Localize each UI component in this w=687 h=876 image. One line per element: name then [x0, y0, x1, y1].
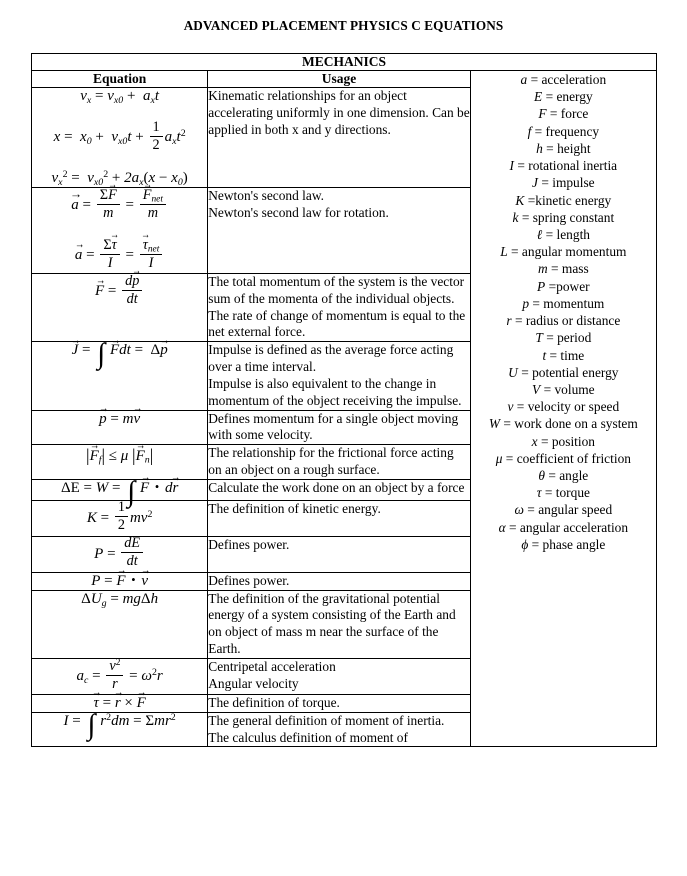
equation-cell-moment-of-inertia: [32, 708, 208, 747]
symbol-definition: = position: [540, 433, 596, 449]
usage-text: Defines power.: [208, 536, 290, 552]
equation-formula: $\Delta U_g = mg\Delta h$: [81, 590, 159, 609]
usage-cell-force-momentum-derivative: [208, 274, 470, 342]
symbol-definition: = length: [545, 226, 590, 242]
symbol-definition: = spring constant: [521, 209, 615, 225]
symbol-glyph: f: [527, 123, 532, 139]
equation-cell-kinetic-energy: [32, 500, 208, 536]
equation-formula: P = $\frac{dE}{dt}$: [32, 537, 207, 572]
symbol-glyph: L: [500, 244, 508, 260]
usage-cell-newtons-second-law: [208, 188, 470, 274]
usage-cell-power-force-velocity: [208, 572, 470, 590]
table-header-row: [32, 71, 657, 88]
usage-text: The calculus definition of moment of: [208, 729, 408, 745]
list-item: [471, 295, 656, 312]
list-item: [471, 278, 656, 295]
list-item: [471, 381, 656, 398]
symbol-glyph: θ: [538, 468, 545, 484]
equation-formula: ΔE = W = ∫ F → • dr →: [32, 480, 207, 500]
usage-text: Impulse is defined as the average force acting over a time interval.: [208, 342, 454, 375]
equation-formula: J → = ∫ F →dt = Δp →: [32, 342, 207, 362]
equation-formula: K = $\frac{1}{2}$ $mv^2$: [86, 499, 153, 534]
symbol-definition: = work done on a system: [503, 416, 638, 432]
symbol-glyph: p: [522, 295, 530, 311]
equation-formula: $v_x^2 = v_{x0}^2 + 2a_x(x - x_0)$: [51, 168, 188, 188]
symbol-definition: = volume: [543, 381, 595, 397]
usage-cell-gravitational-potential-energy: [208, 590, 470, 658]
symbol-definition: = phase angle: [531, 536, 606, 552]
symbol-definition: = momentum: [532, 295, 605, 311]
list-item: [471, 226, 656, 243]
usage-text: Defines power.: [208, 572, 290, 588]
usage-text: The definition of torque.: [208, 694, 340, 710]
usage-cell-work: [208, 479, 470, 500]
equation-cell-friction: [32, 445, 208, 480]
usage-text: Defines momentum for a single object moving with some velocity.: [208, 410, 459, 443]
symbol-legend-cell: [470, 71, 656, 747]
column-header-usage: Usage: [208, 71, 470, 88]
list-item: [471, 105, 656, 122]
list-item: [471, 209, 656, 226]
equation-formula: F → = $\frac{dp \to}{dt}$: [32, 274, 207, 309]
usage-text: The general definition of moment of inertia.: [208, 712, 445, 728]
equation-cell-newtons-second-law: [32, 188, 208, 274]
equation-cell-gravitational-potential-energy: [32, 590, 208, 658]
list-item: [471, 312, 656, 329]
symbol-glyph: a: [520, 72, 528, 87]
list-item: [471, 501, 656, 518]
usage-text: Kinematic relationships for an object accelerating uniformly in one dimension. Can be applied in both x and y directions.: [208, 88, 470, 137]
symbol-definition: = acceleration: [530, 72, 607, 87]
symbol-definition: = angular momentum: [511, 244, 627, 260]
equation-formula: $v_x = v_{x0} + a_xt$: [80, 88, 160, 106]
equation-formula: $|F \to_f| \le \mu$ $|F \to_n|$: [32, 445, 207, 466]
symbol-definition: = angular speed: [527, 502, 613, 518]
usage-text: The definition of kinetic energy.: [208, 500, 381, 516]
list-item: [471, 347, 656, 364]
symbol-definition: =kinetic energy: [527, 192, 612, 208]
symbol-definition: = force: [549, 106, 589, 122]
usage-text: The definition of the gravitational potential energy of a system consisting of the Earth and on object of mass m near the surface of the Earth.: [208, 590, 456, 657]
symbol-definition: = velocity or speed: [516, 399, 620, 415]
equation-formula: τ → = r → × F →: [32, 695, 207, 712]
symbol-glyph: μ: [495, 450, 503, 466]
list-item: [471, 174, 656, 191]
equation-cell-kinematics: [32, 88, 208, 188]
equation-cell-work: [32, 475, 208, 508]
symbol-definition: = rotational inertia: [517, 158, 618, 174]
symbol-glyph: m: [537, 261, 548, 277]
list-item: [471, 398, 656, 415]
usage-text: Centripetal acceleration: [208, 658, 336, 674]
symbol-glyph: h: [536, 140, 543, 156]
column-header-equation: Equation: [32, 71, 208, 88]
usage-text: Newton's second law for rotation.: [208, 204, 389, 220]
list-item: [471, 329, 656, 346]
symbol-legend-list: [471, 71, 656, 553]
symbol-glyph: t: [542, 347, 547, 363]
equation-formula: p → = mv →: [32, 411, 207, 428]
symbol-glyph: J: [532, 175, 538, 191]
symbol-glyph: v: [507, 399, 514, 415]
list-item: [471, 243, 656, 260]
equation-cell-centripetal-acceleration: [32, 658, 208, 694]
equation-cell-torque: [32, 694, 208, 712]
symbol-glyph: x: [531, 433, 538, 449]
symbol-glyph: ℓ: [536, 226, 543, 242]
list-item: [471, 260, 656, 277]
mechanics-equations-table: [31, 53, 657, 747]
symbol-glyph: ϕ: [521, 536, 529, 552]
symbol-definition: = frequency: [534, 123, 600, 139]
usage-cell-momentum: [208, 410, 470, 445]
table-banner-row: [32, 54, 657, 71]
list-item: [471, 71, 656, 88]
symbol-definition: = mass: [551, 261, 589, 277]
usage-text: Impulse is also equivalent to the change in momentum of the object receiving the impulse.: [208, 375, 462, 408]
symbol-glyph: K: [515, 192, 525, 208]
list-item: [471, 88, 656, 105]
equation-cell-power-force-velocity: [32, 572, 208, 590]
equation-cell-power-energy-rate: [32, 536, 208, 572]
symbol-glyph: U: [508, 364, 518, 380]
equation-formula: I = ∫ $r^2dm = \Sigma mr^2$: [63, 708, 176, 741]
equation-cell-force-momentum-derivative: [32, 274, 208, 342]
symbol-definition: = height: [546, 140, 591, 156]
symbol-definition: = potential energy: [521, 364, 619, 380]
symbol-definition: = energy: [545, 89, 593, 105]
symbol-definition: = time: [549, 347, 585, 363]
equation-formula: P = F → • v →: [32, 573, 207, 590]
symbol-glyph: k: [512, 209, 519, 225]
usage-cell-impulse: [208, 342, 470, 410]
symbol-glyph: T: [535, 330, 543, 346]
list-item: [471, 157, 656, 174]
symbol-definition: = impulse: [541, 175, 595, 191]
equation-cell-impulse: [32, 338, 208, 410]
usage-cell-friction: [208, 445, 470, 480]
list-item: [471, 467, 656, 484]
symbol-glyph: E: [534, 89, 543, 105]
list-item: [471, 450, 656, 467]
usage-text: Calculate the work done on an object by a force: [208, 479, 465, 495]
usage-text: The total momentum of the system is the vector sum of the momenta of the individual objects. The rate of change of momentum is equal to the net external force.: [208, 274, 466, 340]
symbol-glyph: V: [532, 381, 541, 397]
symbol-glyph: W: [488, 416, 501, 432]
list-item: [471, 433, 656, 450]
equation-formula: a → = $\frac{\Sigma F \to}{m}$ = $\frac{F \to_{net}}{m}$: [32, 188, 207, 223]
symbol-definition: = period: [546, 330, 592, 346]
usage-text: Newton's second law.: [208, 188, 324, 203]
symbol-definition: = angular acceleration: [508, 519, 629, 535]
usage-cell-centripetal-acceleration: [208, 658, 470, 694]
list-item: [471, 123, 656, 140]
symbol-glyph: I: [509, 158, 514, 174]
equation-formula: $x = x_0 + v_{x0}t$ + $\frac{1}{2}$ $a_xt^2$: [53, 118, 186, 153]
equation-formula: $a_c$ = $\frac{v^2}{r}$ = $\omega^2r$: [76, 657, 163, 692]
list-item: [471, 484, 656, 501]
list-item: [471, 519, 656, 536]
usage-cell-power-energy-rate: [208, 536, 470, 572]
page-title: ADVANCED PLACEMENT PHYSICS C EQUATIONS: [183, 18, 504, 33]
symbol-glyph: τ: [536, 485, 542, 501]
usage-text: The relationship for the frictional force acting on an object on a rough surface.: [208, 445, 454, 477]
symbol-definition: = coefficient of friction: [505, 450, 631, 466]
equation-cell-momentum: [32, 410, 208, 445]
section-banner-mechanics: MECHANICS: [32, 54, 657, 71]
usage-cell-kinematics: [208, 88, 470, 188]
symbol-glyph: P: [537, 278, 546, 294]
symbol-glyph: r: [506, 313, 512, 329]
list-item: [471, 192, 656, 209]
symbol-definition: = radius or distance: [514, 313, 621, 329]
usage-cell-moment-of-inertia: [208, 712, 470, 747]
usage-text: Angular velocity: [208, 675, 299, 691]
symbol-definition: =power: [548, 278, 590, 294]
list-item: [471, 140, 656, 157]
symbol-definition: = torque: [544, 485, 590, 501]
list-item: [471, 415, 656, 432]
usage-cell-kinetic-energy: [208, 500, 470, 536]
symbol-glyph: α: [498, 519, 506, 535]
symbol-glyph: ω: [514, 502, 524, 518]
usage-cell-torque: [208, 694, 470, 712]
list-item: [471, 364, 656, 381]
equation-formula: a → = $\frac{\Sigma\tau \to}{I}$ = $\frac{\tau \to_{net}}{I}$: [32, 238, 207, 273]
symbol-definition: = angle: [548, 468, 589, 484]
symbol-glyph: F: [538, 106, 547, 122]
list-item: [471, 536, 656, 553]
